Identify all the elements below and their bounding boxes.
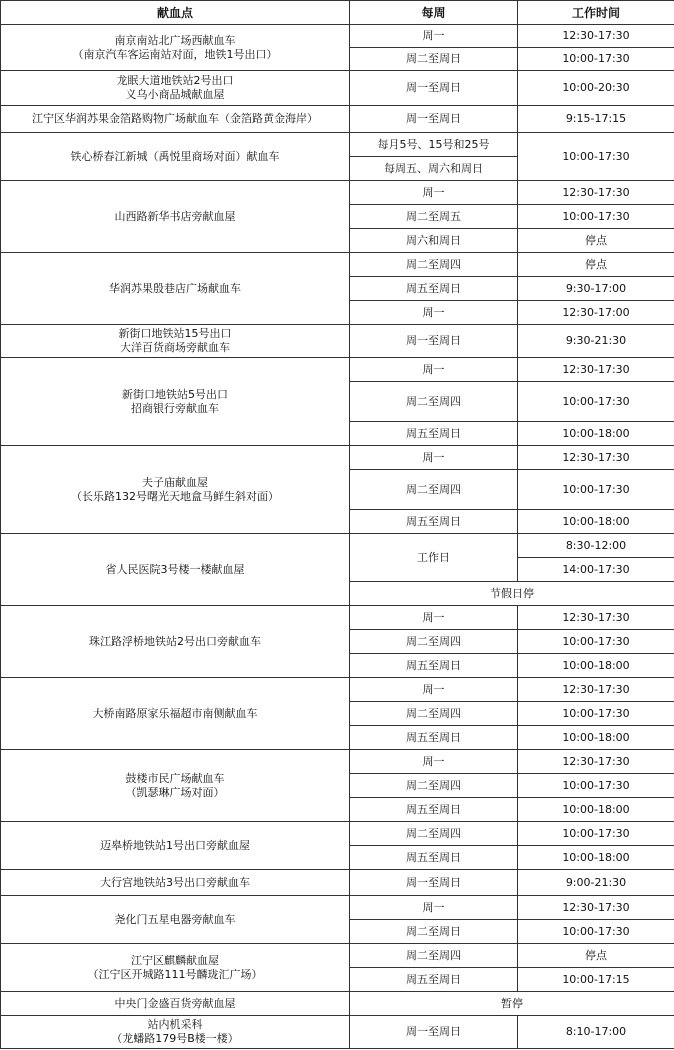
- table-row: [1, 446, 674, 470]
- day-cell: 周一至周日: [350, 870, 518, 896]
- time-cell: 10:00-17:30: [518, 205, 674, 229]
- time-cell: 8:10-17:00: [518, 1016, 674, 1049]
- day-cell: 周一: [350, 181, 518, 205]
- site-cell: 新街口地铁站5号出口 招商银行旁献血车: [1, 358, 350, 446]
- time-cell: 12:30-17:30: [518, 896, 674, 920]
- time-cell: 10:00-18:00: [518, 798, 674, 822]
- day-cell: 周二至周日: [350, 48, 518, 71]
- time-cell: 9:15-17:15: [518, 106, 674, 133]
- table-row: [1, 896, 674, 920]
- day-cell: 周一至周日: [350, 106, 518, 133]
- site-cell: 鼓楼市民广场献血车 （凯瑟琳广场对面）: [1, 750, 350, 822]
- day-cell: 周二至周四: [350, 630, 518, 654]
- day-cell: 周二至周四: [350, 822, 518, 846]
- time-cell: 12:30-17:30: [518, 358, 674, 382]
- table-row: [1, 25, 674, 48]
- time-cell: 12:30-17:30: [518, 181, 674, 205]
- time-cell: 12:30-17:30: [518, 678, 674, 702]
- site-cell: 大桥南路原家乐福超市南侧献血车: [1, 678, 350, 750]
- site-cell: 大行宫地铁站3号出口旁献血车: [1, 870, 350, 896]
- time-cell: 14:00-17:30: [518, 558, 674, 582]
- day-cell: 周一: [350, 750, 518, 774]
- time-cell: 9:30-17:00: [518, 277, 674, 301]
- site-cell: 华润苏果殷巷店广场献血车: [1, 253, 350, 325]
- table-row: [1, 1016, 674, 1049]
- day-cell: 周一至周日: [350, 1016, 518, 1049]
- time-cell: 12:30-17:00: [518, 301, 674, 325]
- holiday-cell: 节假日停: [350, 582, 674, 606]
- time-cell: 10:00-17:30: [518, 920, 674, 944]
- day-cell: 周二至周四: [350, 253, 518, 277]
- site-cell: 新街口地铁站15号出口 大洋百货商场旁献血车: [1, 325, 350, 358]
- time-cell: 10:00-17:30: [518, 630, 674, 654]
- table-row: [1, 944, 674, 968]
- time-cell: 10:00-18:00: [518, 422, 674, 446]
- site-cell: 南京南站北广场西献血车 （南京汽车客运南站对面，地铁1号出口）: [1, 25, 350, 71]
- table-row: [1, 253, 674, 277]
- time-cell: 12:30-17:30: [518, 25, 674, 48]
- header-week: 每周: [350, 1, 518, 25]
- day-cell: 周五至周日: [350, 422, 518, 446]
- time-cell: 停点: [518, 229, 674, 253]
- merged-status-cell: 暂停: [350, 992, 674, 1016]
- time-cell: 9:30-21:30: [518, 325, 674, 358]
- day-cell: 周一: [350, 25, 518, 48]
- site-cell: 江宁区华润苏果金箔路购物广场献血车（金箔路黄金海岸）: [1, 106, 350, 133]
- day-cell: 周二至周日: [350, 920, 518, 944]
- site-cell: 中央门金盛百货旁献血屋: [1, 992, 350, 1016]
- time-cell: 停点: [518, 253, 674, 277]
- time-cell: 12:30-17:30: [518, 750, 674, 774]
- day-cell: 周五至周日: [350, 968, 518, 992]
- day-cell: 周五至周日: [350, 654, 518, 678]
- day-cell: 周二至周五: [350, 205, 518, 229]
- table-header-row: [1, 1, 674, 25]
- time-cell: 8:30-12:00: [518, 534, 674, 558]
- day-cell: 周五至周日: [350, 798, 518, 822]
- table-row: [1, 678, 674, 702]
- site-cell: 迈皋桥地铁站1号出口旁献血屋: [1, 822, 350, 870]
- time-cell: 10:00-17:30: [518, 774, 674, 798]
- time-cell: 10:00-18:00: [518, 510, 674, 534]
- day-cell: 周五至周日: [350, 846, 518, 870]
- time-cell: 10:00-17:30: [518, 133, 674, 181]
- table-row: [1, 71, 674, 106]
- day-cell: 周二至周四: [350, 382, 518, 422]
- time-cell: 10:00-18:00: [518, 726, 674, 750]
- site-cell: 珠江路浮桥地铁站2号出口旁献血车: [1, 606, 350, 678]
- time-cell: 10:00-18:00: [518, 654, 674, 678]
- day-cell: 周一至周日: [350, 71, 518, 106]
- day-cell: 周一: [350, 446, 518, 470]
- table-row: [1, 358, 674, 382]
- day-cell: 周五至周日: [350, 726, 518, 750]
- time-cell: 10:00-17:15: [518, 968, 674, 992]
- table-row: [1, 606, 674, 630]
- header-time: 工作时间: [518, 1, 674, 25]
- table-row: [1, 822, 674, 846]
- day-cell: 周一: [350, 301, 518, 325]
- header-site: 献血点: [1, 1, 350, 25]
- day-cell: 周六和周日: [350, 229, 518, 253]
- day-cell: 周一至周日: [350, 325, 518, 358]
- day-cell: 周五至周日: [350, 510, 518, 534]
- day-cell: 周二至周四: [350, 774, 518, 798]
- time-cell: 12:30-17:30: [518, 446, 674, 470]
- time-cell: 10:00-17:30: [518, 702, 674, 726]
- day-cell: 周一: [350, 358, 518, 382]
- time-cell: 10:00-17:30: [518, 822, 674, 846]
- time-cell: 10:00-20:30: [518, 71, 674, 106]
- table-row: [1, 133, 674, 157]
- site-cell: 龙眠大道地铁站2号出口 义乌小商品城献血屋: [1, 71, 350, 106]
- site-cell: 铁心桥春江新城（禹悦里商场对面）献血车: [1, 133, 350, 181]
- site-cell: 尧化门五星电器旁献血车: [1, 896, 350, 944]
- day-cell: 周五至周日: [350, 277, 518, 301]
- table-row: [1, 992, 674, 1016]
- table-row: [1, 750, 674, 774]
- time-cell: 停点: [518, 944, 674, 968]
- time-cell: 10:00-18:00: [518, 846, 674, 870]
- day-cell: 每月5号、15号和25号: [350, 133, 518, 157]
- time-cell: 12:30-17:30: [518, 606, 674, 630]
- day-cell: 工作日: [350, 534, 518, 582]
- site-cell: 山西路新华书店旁献血屋: [1, 181, 350, 253]
- time-cell: 10:00-17:30: [518, 470, 674, 510]
- site-cell: 省人民医院3号楼一楼献血屋: [1, 534, 350, 606]
- table-row: [1, 181, 674, 205]
- time-cell: 9:00-21:30: [518, 870, 674, 896]
- site-cell: 站内机采科 （龙蟠路179号B楼一楼）: [1, 1016, 350, 1049]
- day-cell: 周二至周四: [350, 944, 518, 968]
- table-row: [1, 534, 674, 558]
- time-cell: 10:00-17:30: [518, 48, 674, 71]
- day-cell: 周二至周四: [350, 702, 518, 726]
- site-cell: 夫子庙献血屋 （长乐路132号曙光天地盒马鲜生斜对面）: [1, 446, 350, 534]
- day-cell: 周一: [350, 678, 518, 702]
- day-cell: 周二至周四: [350, 470, 518, 510]
- time-cell: 10:00-17:30: [518, 382, 674, 422]
- day-cell: 每周五、周六和周日: [350, 157, 518, 181]
- site-cell: 江宁区麒麟献血屋 （江宁区开城路111号麟珑汇广场）: [1, 944, 350, 992]
- table-row: [1, 325, 674, 358]
- table-row: [1, 870, 674, 896]
- day-cell: 周一: [350, 606, 518, 630]
- table-row: [1, 106, 674, 133]
- day-cell: 周一: [350, 896, 518, 920]
